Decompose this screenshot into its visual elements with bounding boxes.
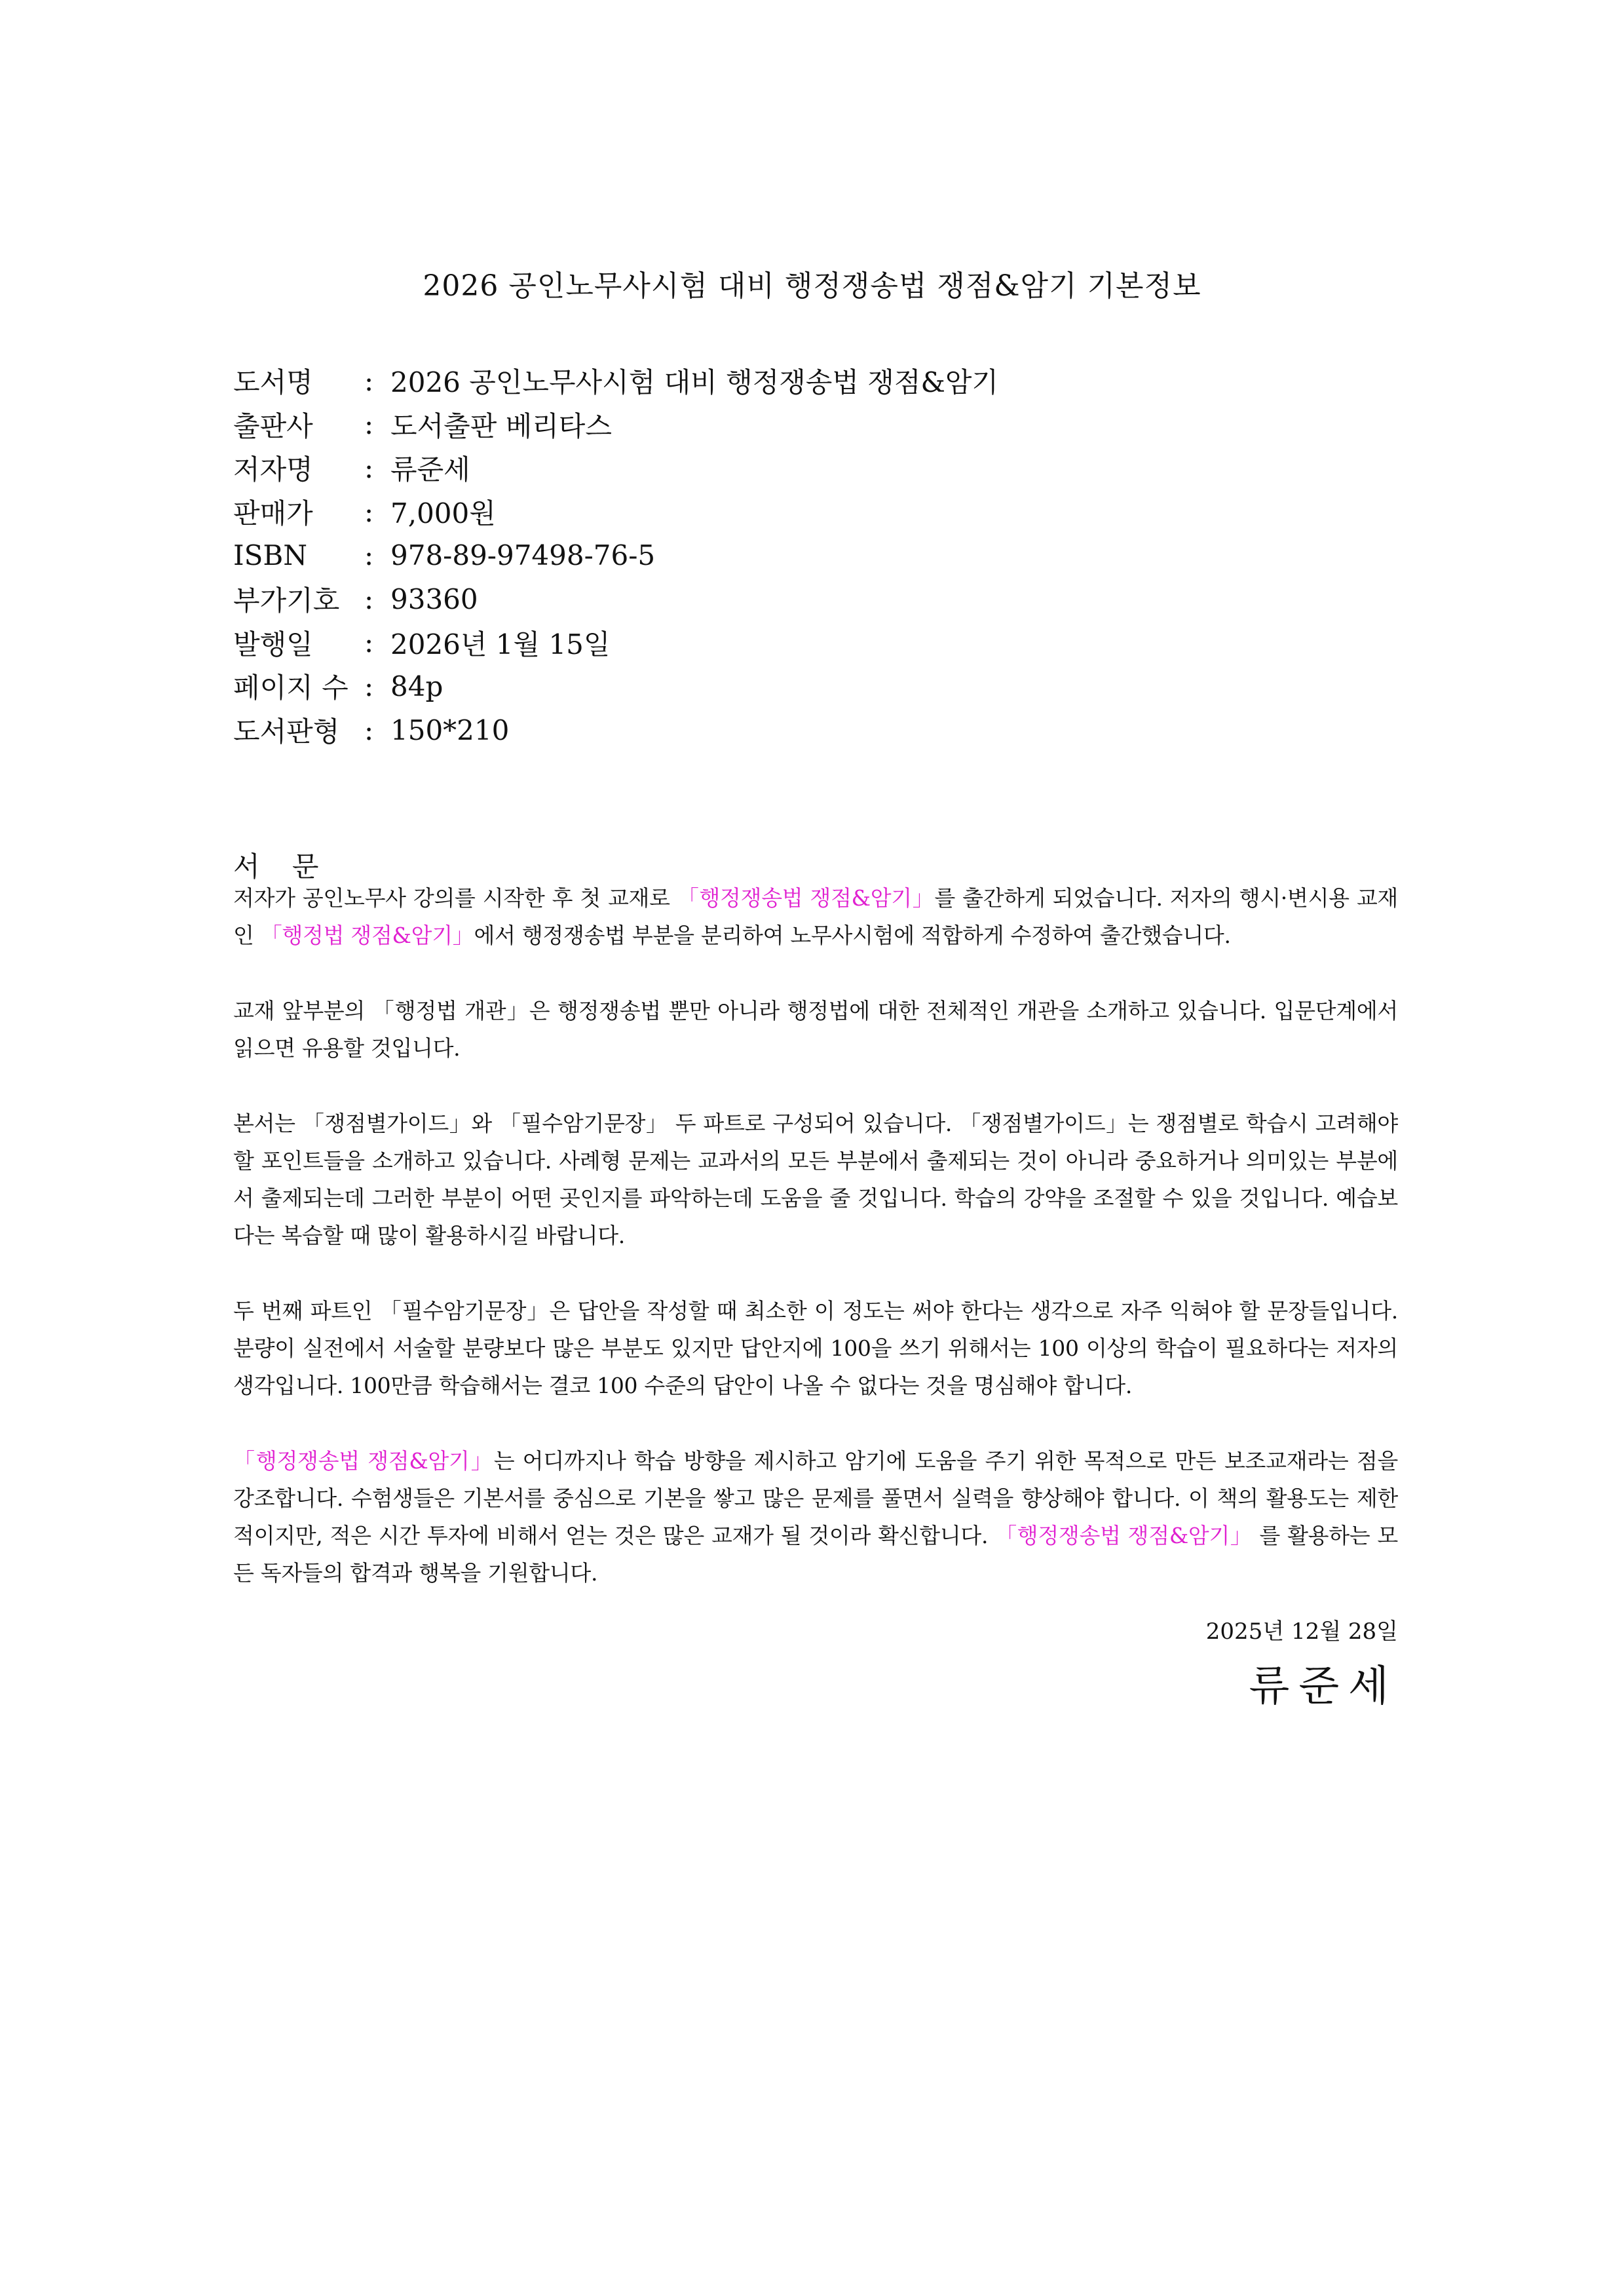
- info-value: 7,000원: [390, 497, 496, 530]
- preface-paragraph-5: [233, 1442, 1398, 1592]
- info-separator: :: [364, 583, 374, 615]
- info-row-title: [233, 359, 998, 403]
- highlighted-book-title: 「행정쟁송법 쟁점&암기」: [677, 885, 935, 911]
- preface-heading: 서 문: [233, 851, 331, 883]
- info-value: 93360: [390, 583, 478, 615]
- preface-paragraph-4: 두 번째 파트인 「필수암기문장」은 답안을 작성할 때 최소한 이 정도는 써야 한다는 생각으로 자주 익혀야 할 문장들입니다. 분량이 실전에서 서술할 분량보다 많은 부분도 있지만 답안지에 100을 쓰기 위해서는 100 이상의 학습이 필요하다는 저자의 생각입니다. 100만큼 학습해서는 결코 100 수준의 답안이 나올 수 없다는 것을 명심해야 합니다.: [233, 1298, 1398, 1398]
- paragraph-text: 를 활용하는 모든 독자들의 합격과 행복을 기원합니다.: [233, 1523, 1398, 1586]
- info-row-publisher: [233, 403, 998, 447]
- info-value: 류준세: [390, 453, 470, 486]
- info-row-book-format: [233, 708, 998, 752]
- info-row-author: [233, 446, 998, 490]
- info-row-page-count: [233, 664, 998, 708]
- info-separator: :: [364, 495, 374, 528]
- info-value: 978-89-97498-76-5: [390, 539, 656, 572]
- highlighted-book-title: 「행정쟁송법 쟁점&암기」: [233, 1448, 494, 1474]
- highlighted-book-title: 「행정법 쟁점&암기」: [260, 923, 474, 948]
- preface-paragraph-3: 본서는 「쟁점별가이드」와 「필수암기문장」 두 파트로 구성되어 있습니다. 「쟁점별가이드」는 쟁점별로 학습시 고려해야 할 포인트들을 소개하고 있습니다. 사례형 문제는 교과서의 모든 부분에서 출제되는 것이 아니라 중요하거나 의미있는 부분에서 출제되는데 그러한 부분이 어떤 곳인지를 파악하는데 도움을 줄 것입니다. 학습의 강약을 조절할 수 있을 것입니다. 예습보다는 복습할 때 많이 활용하시길 바랍니다.: [233, 1111, 1398, 1248]
- preface-body: [233, 879, 1398, 1592]
- info-separator: :: [364, 670, 374, 702]
- info-label: 도서판형: [233, 716, 340, 748]
- paragraph-text: 에서 행정쟁송법 부분을 분리하여 노무사시험에 적합하게 수정하여 출간했습니다.: [474, 923, 1231, 948]
- info-row-isbn: [233, 533, 998, 577]
- paragraph-text: 저자가 공인노무사 강의를 시작한 후 첫 교재로: [233, 885, 677, 911]
- preface-paragraph-2: 교재 앞부분의 「행정법 개관」은 행정쟁송법 뿐만 아니라 행정법에 대한 전체적인 개관을 소개하고 있습니다. 입문단계에서 읽으면 유용할 것입니다.: [233, 998, 1398, 1061]
- info-value: 2026 공인노무사시험 대비 행정쟁송법 쟁점&암기: [390, 366, 998, 399]
- info-separator: :: [364, 408, 374, 441]
- info-label: 도서명: [233, 366, 313, 399]
- info-label: 발행일: [233, 628, 313, 660]
- info-label: 저자명: [233, 453, 313, 486]
- paragraph-text: 를 출간하게 되었습니다. 저자의 행시·변시용 교재인: [233, 885, 1399, 948]
- info-value: 2026년 1월 15일: [390, 628, 611, 660]
- info-label: 페이지 수: [233, 672, 349, 704]
- info-value: 150*210: [390, 714, 510, 746]
- info-label: 부가기호: [233, 584, 340, 617]
- signature-author-name: 류준세: [1249, 1662, 1398, 1711]
- page-title: 2026 공인노무사시험 대비 행정쟁송법 쟁점&암기 기본정보: [423, 269, 1201, 303]
- book-info-table: [233, 359, 998, 752]
- info-value: 84p: [390, 670, 444, 702]
- info-separator: :: [364, 714, 374, 746]
- info-value: 도서출판 베리타스: [390, 410, 612, 442]
- info-separator: :: [364, 451, 374, 484]
- info-row-publish-date: [233, 621, 998, 665]
- paragraph-text: 는 어디까지나 학습 방향을 제시하고 암기에 도움을 주기 위한 목적으로 만든 보조교재라는 점을 강조합니다. 수험생들은 기본서를 중심으로 기본을 쌓고 많은 문제를 풀면서 실력을 향상해야 합니다. 이 책의 활용도는 제한적이지만, 적은 시간 투자에 비해서 얻는 것은 많은 교재가 될 것이라 확신합니다.: [233, 1448, 1398, 1548]
- signature-date: 2025년 12월 28일: [1205, 1618, 1398, 1645]
- info-separator: :: [364, 626, 374, 659]
- info-label: 판매가: [233, 497, 313, 530]
- info-label: 출판사: [233, 410, 313, 442]
- preface-paragraph-1: [233, 879, 1398, 954]
- info-label: ISBN: [233, 539, 307, 572]
- info-separator: :: [364, 364, 374, 397]
- info-row-price: [233, 490, 998, 534]
- highlighted-book-title: 「행정쟁송법 쟁점&암기」: [995, 1523, 1253, 1548]
- info-separator: :: [364, 539, 374, 572]
- info-row-additional-code: [233, 577, 998, 621]
